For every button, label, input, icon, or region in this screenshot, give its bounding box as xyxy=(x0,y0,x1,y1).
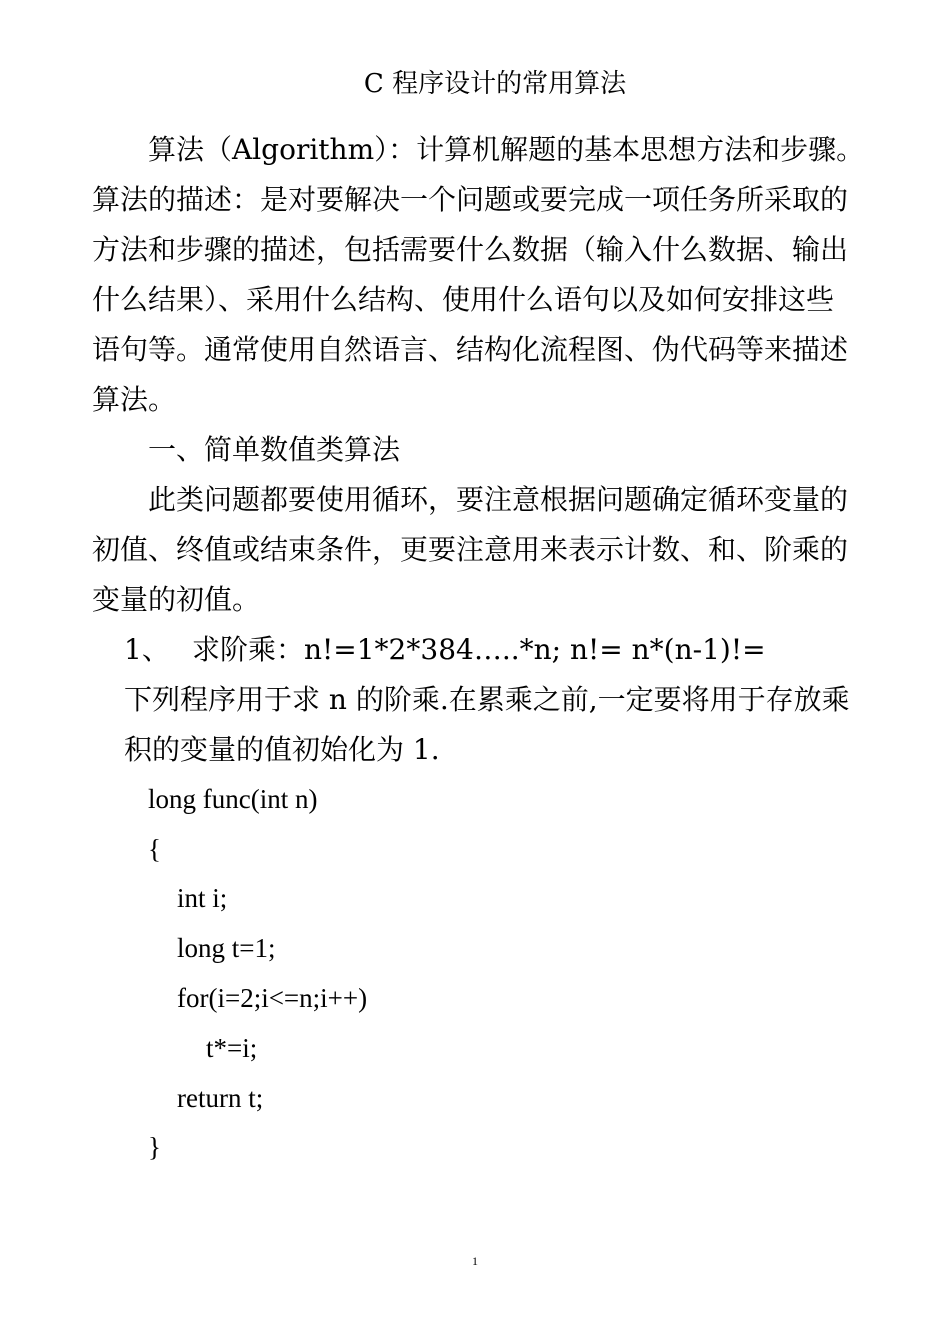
item-1-formula: n!= n*(n-1)!= xyxy=(570,633,766,666)
section-line-1: 此类问题都要使用循环，要注意根据问题确定循环变量的 xyxy=(148,483,849,516)
section-heading: 一、简单数值类算法 xyxy=(148,433,401,466)
intro-line-1: 算法（Algorithm）：计算机解题的基本思想方法和步骤。 xyxy=(148,133,865,166)
item-1-desc-line-1: 下列程序用于求 n 的阶乘.在累乘之前,一定要将用于存放乘 xyxy=(124,683,850,716)
section-line-2: 初值、终值或结束条件，更要注意用来表示计数、和、阶乘的 xyxy=(92,533,849,566)
item-1-number: 1、 xyxy=(124,633,170,666)
item-1-desc-line-2: 积的变量的值初始化为 1. xyxy=(124,733,440,766)
code-line-1: long func(int n) xyxy=(148,784,318,814)
code-line-3: int i; xyxy=(177,883,228,913)
code-line-8: } xyxy=(148,1132,161,1162)
intro-line-5: 语句等。通常使用自然语言、结构化流程图、伪代码等来描述 xyxy=(92,333,849,366)
section-line-3: 变量的初值。 xyxy=(92,583,261,616)
page-number: 1 xyxy=(472,1254,478,1268)
code-line-6: t*=i; xyxy=(206,1033,258,1063)
intro-line-6: 算法。 xyxy=(92,383,177,416)
document-title: C 程序设计的常用算法 xyxy=(363,69,627,99)
code-line-2: { xyxy=(148,834,161,864)
intro-line-4: 什么结果）、采用什么结构、使用什么语句以及如何安排这些 xyxy=(92,283,835,316)
code-line-4: long t=1; xyxy=(177,933,276,963)
intro-line-2: 算法的描述：是对要解决一个问题或要完成一项任务所采取的 xyxy=(92,183,849,216)
code-line-5: for(i=2;i<=n;i++) xyxy=(177,983,368,1013)
intro-line-3: 方法和步骤的描述，包括需要什么数据（输入什么数据、输出 xyxy=(92,233,849,266)
code-line-7: return t; xyxy=(177,1083,264,1113)
item-1-label: 求阶乘：n!=1*2*384…..*n; xyxy=(192,633,562,666)
